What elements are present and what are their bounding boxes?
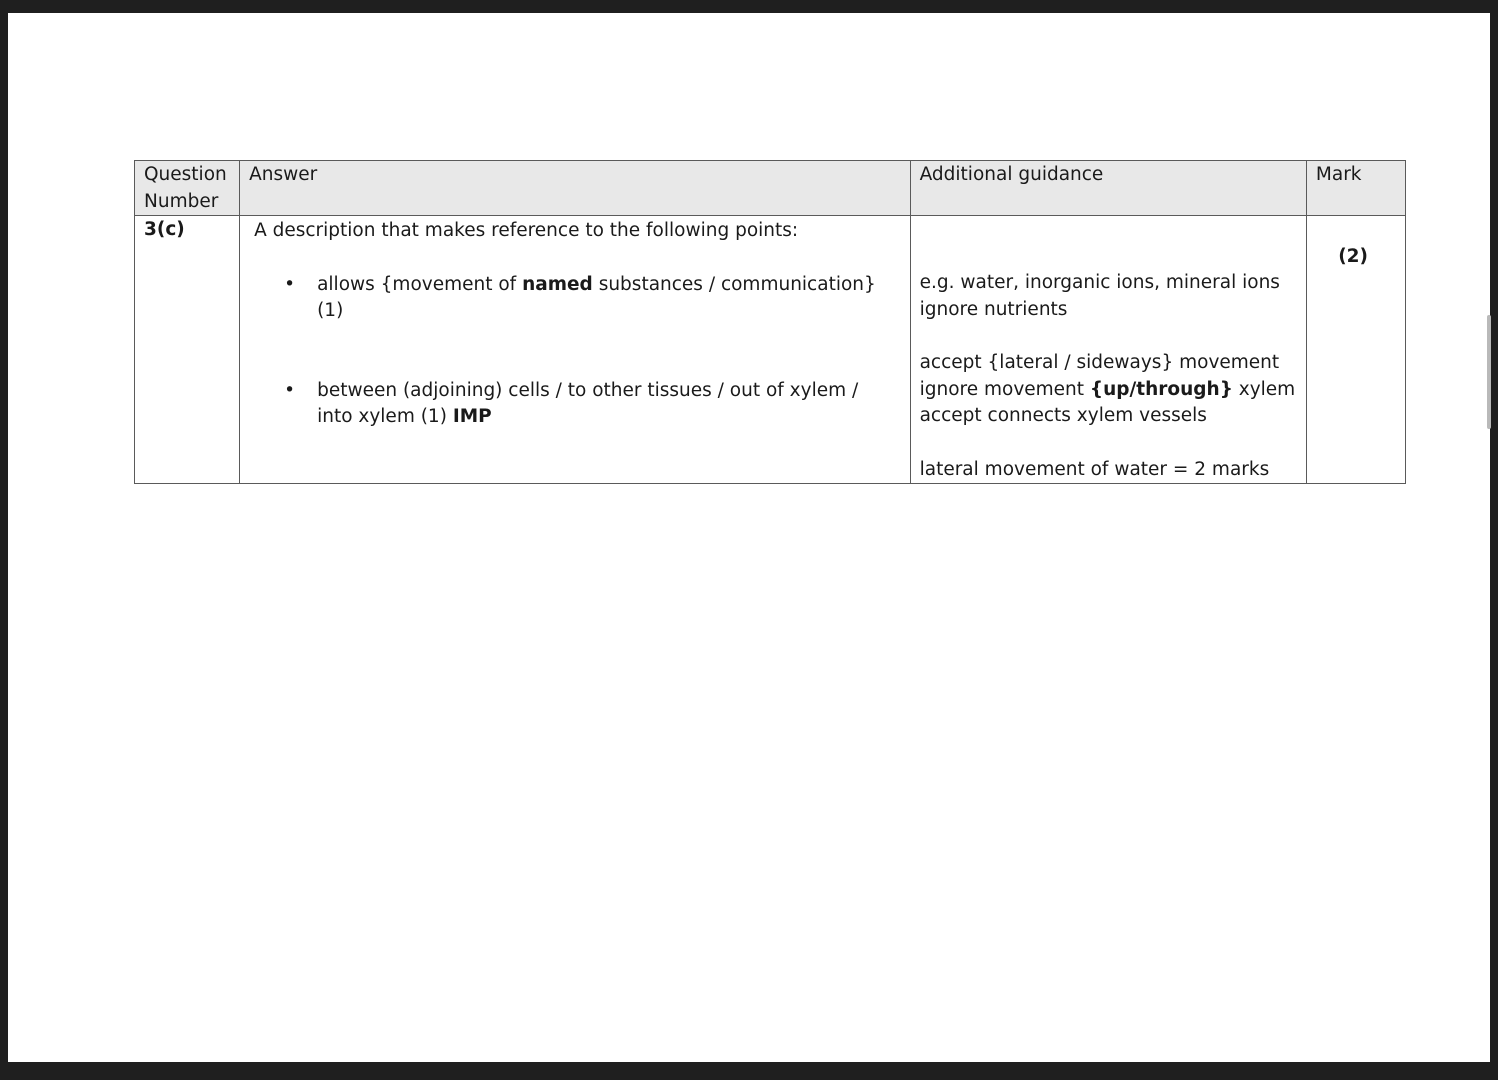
header-additional-guidance: Additional guidance <box>910 161 1306 216</box>
guidance-2-line-1: accept {lateral / sideways} movement <box>919 352 1280 373</box>
guidance-cell <box>910 216 1306 484</box>
bullet-2-bold: IMP <box>452 406 492 427</box>
guidance-2-line-2-text: ignore movement <box>919 378 1090 400</box>
header-mark: Mark <box>1306 161 1405 216</box>
table-header-row <box>135 161 1406 216</box>
scrollbar-thumb[interactable] <box>1487 315 1491 429</box>
bullet-1-text: allows {movement of <box>317 273 523 295</box>
answer-bullet-2 <box>240 378 910 431</box>
mark-cell <box>1306 216 1405 484</box>
question-number: 3(c) <box>144 219 185 240</box>
guidance-2-line-2-bold: {up/through} <box>1089 378 1233 400</box>
header-answer: Answer <box>240 161 911 216</box>
bullet-icon: • <box>284 273 295 295</box>
answer-intro: A description that makes reference to the following points: <box>254 220 799 241</box>
bullet-1-bold: named <box>522 273 593 295</box>
header-question-number: Question Number <box>135 161 240 216</box>
guidance-1-line-2: ignore nutrients <box>919 298 1068 320</box>
answer-cell <box>240 216 911 484</box>
table-row <box>135 216 1406 484</box>
bullet-1-text-end: substances / communication} (1) <box>317 273 876 321</box>
guidance-block-3: lateral movement of water = 2 marks <box>919 458 1270 480</box>
guidance-1-line-1: e.g. water, inorganic ions, mineral ions <box>919 272 1280 293</box>
document-page <box>8 13 1490 1062</box>
mark-value: (2) <box>1338 246 1368 267</box>
question-number-cell <box>135 216 240 484</box>
guidance-block-1 <box>911 270 1306 323</box>
mark-scheme-table <box>134 160 1406 484</box>
guidance-2-line-2 <box>920 377 1298 404</box>
guidance-2-line-2-end: xylem <box>1232 378 1296 400</box>
guidance-2-line-3: accept connects xylem vessels <box>919 405 1207 426</box>
bullet-icon: • <box>284 379 295 401</box>
guidance-block-2 <box>911 350 1306 430</box>
bullet-2-text: between (adjoining) cells / to other tissues / out of xylem / into xylem (1) <box>317 379 859 427</box>
answer-bullet-1 <box>240 272 910 325</box>
